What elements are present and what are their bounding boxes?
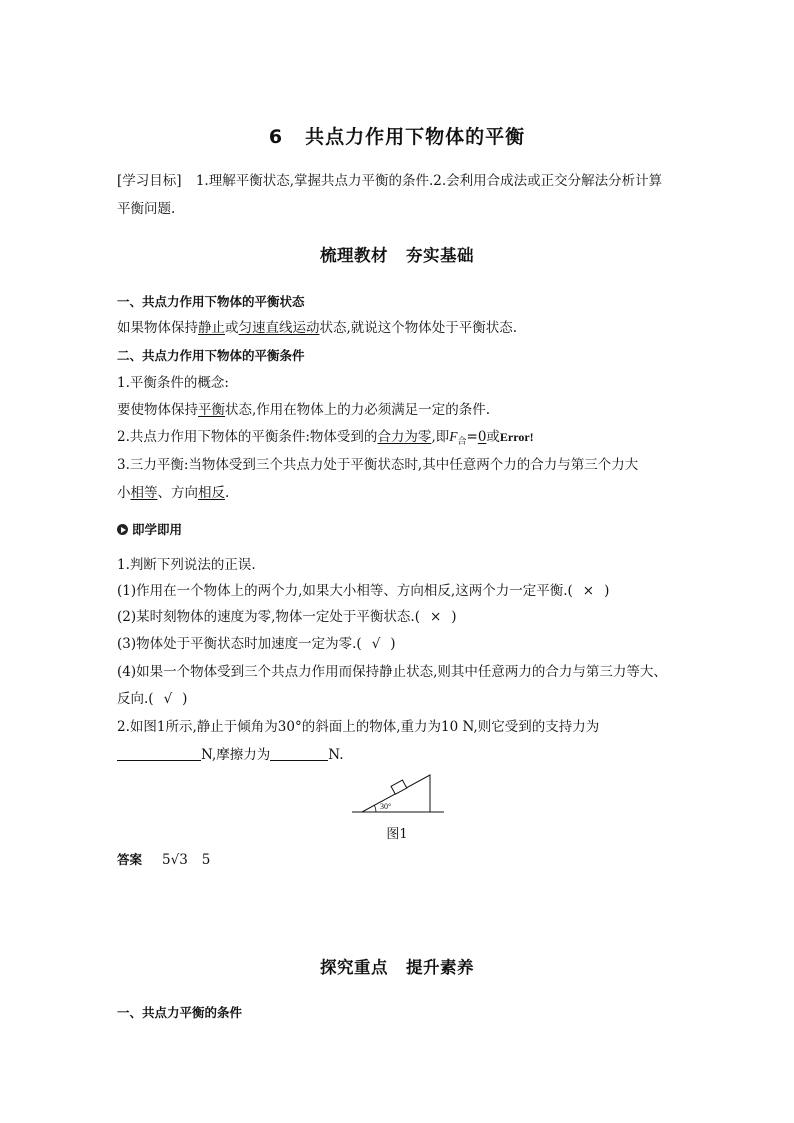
question-1c <box>117 634 687 654</box>
text: 或 <box>225 320 239 336</box>
question-1: 1.判断下列说法的正误. <box>117 557 256 573</box>
text: 状态,作用在物体上的力必须满足一定的条件. <box>225 402 491 418</box>
section-heading-1-part2: 夯实基础 <box>406 246 474 265</box>
practice-heading-label: 即学即用 <box>132 522 183 537</box>
answer-line <box>117 850 210 868</box>
objectives-text-1: 1.理解平衡状态,掌握共点力平衡的条件.2.会利用合成法或正交分解法分析计算 <box>195 173 663 189</box>
subheading-condition: 二、共点力作用下物体的平衡条件 <box>117 348 305 363</box>
objectives-line-2: 平衡问题. <box>117 201 176 217</box>
blank-answer: 相反 <box>198 485 225 501</box>
blank-answer: 平衡 <box>198 402 225 418</box>
text: 2.共点力作用下物体的平衡条件:物体受到的 <box>117 429 378 445</box>
answer-mark: × <box>582 583 595 599</box>
text: N. <box>328 747 344 763</box>
objectives-label: [学习目标] <box>117 173 182 189</box>
fill-blank <box>117 746 201 761</box>
subheading-state: 一、共点力作用下物体的平衡状态 <box>117 294 305 309</box>
blank-answer: 匀速直线运动 <box>238 320 320 336</box>
text: (3)物体处于平衡状态时加速度一定为零.( <box>117 636 362 652</box>
blank-answer: 静止 <box>198 320 225 336</box>
item-1: 1.平衡条件的概念: <box>117 375 229 391</box>
page-title <box>0 122 794 149</box>
answer-value-1: 5√3 <box>162 852 188 868</box>
text: (1)作用在一个物体上的两个力,如果大小相等、方向相反,这两个力一定平衡.( <box>117 583 573 599</box>
blank-answer: 相等 <box>130 485 158 501</box>
section-heading-2-part1: 探究重点 <box>320 958 388 977</box>
practice-heading <box>117 520 687 540</box>
paragraph-state <box>117 318 687 338</box>
text: 、方向 <box>157 485 198 501</box>
blank-answer: 合力为零 <box>377 429 432 445</box>
question-2-line-1: 2.如图1所示,静止于倾角为30°的斜面上的物体,重力为10 N,则它受到的支持力为 <box>117 719 600 735</box>
force-subscript: 合 <box>457 437 467 447</box>
text: 或 <box>486 429 500 445</box>
equals-sign: = <box>466 429 478 445</box>
fill-blank <box>270 746 328 761</box>
section-heading-2 <box>0 954 794 978</box>
angle-arc <box>375 806 377 813</box>
text: ) <box>182 691 188 707</box>
question-1d-line-2 <box>117 689 687 709</box>
text: 如果物体保持 <box>117 320 198 336</box>
question-2-line-2 <box>117 745 687 765</box>
text: ) <box>451 609 457 625</box>
subheading-condition-2: 一、共点力平衡的条件 <box>117 1005 243 1020</box>
text: 要使物体保持 <box>117 402 198 418</box>
text: ,即 <box>431 429 450 445</box>
item-2 <box>117 427 687 452</box>
angle-label: 30° <box>380 802 392 811</box>
block <box>391 780 407 794</box>
text: 反向.( <box>117 691 154 707</box>
answer-value-2: 5 <box>201 852 211 868</box>
section-heading-1 <box>0 242 794 266</box>
objectives-line-1 <box>117 171 687 191</box>
question-1a <box>117 581 687 601</box>
blank-answer: 0 <box>477 429 487 445</box>
text: ) <box>390 636 396 652</box>
figure-caption: 图1 <box>386 827 408 842</box>
text: 小 <box>117 485 131 501</box>
section-heading-1-part1: 梳理教材 <box>320 246 388 265</box>
force-symbol: F <box>449 429 458 444</box>
lesson-number: 6 <box>268 126 284 148</box>
answer-mark: √ <box>371 636 381 652</box>
section-heading-2-part2: 提升素养 <box>406 958 474 977</box>
item-3-line-2 <box>117 483 687 503</box>
answer-mark: × <box>429 609 442 625</box>
paragraph-condition <box>117 400 687 420</box>
play-icon <box>117 524 128 535</box>
text: . <box>225 485 230 501</box>
item-3-line-1: 3.三力平衡:当物体受到三个共点力处于平衡状态时,其中任意两个力的合力与第三个力大 <box>117 457 639 473</box>
answer-mark: √ <box>163 691 173 707</box>
answer-label: 答案 <box>117 852 143 867</box>
question-1b <box>117 607 687 627</box>
question-1d-line-1: (4)如果一个物体受到三个共点力作用而保持静止状态,则其中任意两力的合力与第三力等大、 <box>117 664 667 680</box>
error-text: Error! <box>499 430 534 444</box>
text: 状态,就说这个物体处于平衡状态. <box>319 320 518 336</box>
text: (2)某时刻物体的速度为零,物体一定处于平衡状态.( <box>117 609 420 625</box>
lesson-title: 共点力作用下物体的平衡 <box>305 126 526 148</box>
text: N,摩擦力为 <box>201 747 271 763</box>
incline-figure <box>348 768 448 818</box>
text: ) <box>604 583 610 599</box>
